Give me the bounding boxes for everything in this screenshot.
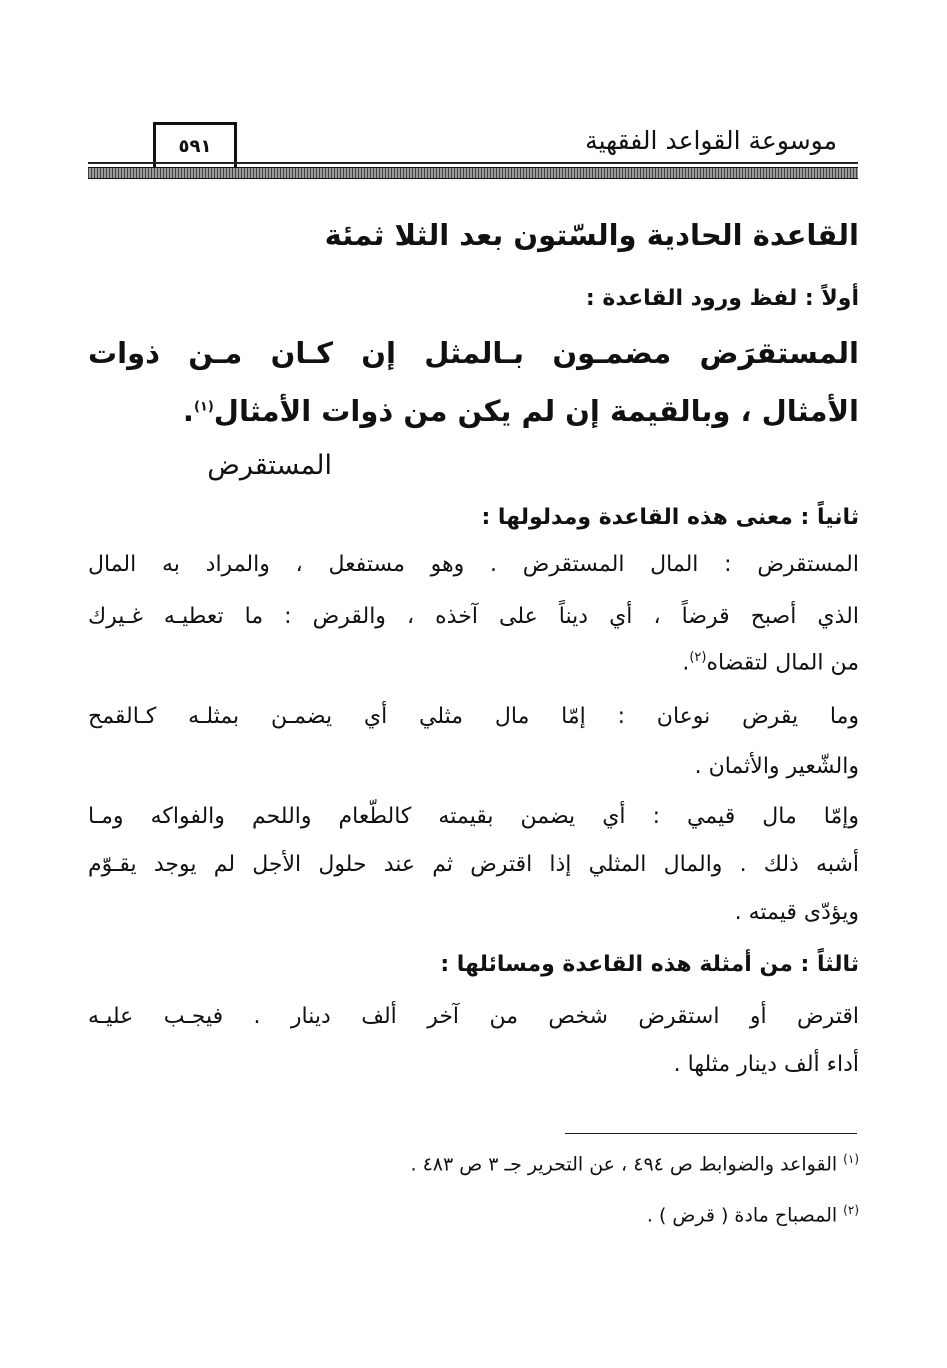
keyword-mustaqrad: المستقرض: [207, 450, 332, 481]
footnote-1-number: (١): [843, 1152, 859, 1166]
paragraph-1-line-2: الذي أصبح قرضاً ، أي ديناً على آخذه ، والقرض : ما تعطيـه غـيرك: [88, 604, 859, 629]
footnote-2: [647, 1203, 859, 1226]
footnote-2-text: المصباح مادة ( قرض ) .: [646, 1204, 838, 1227]
section-3-title: ثالثاً : من أمثلة هذه القاعدة ومسائلها :: [440, 952, 859, 977]
book-title: موسوعة القواعد الفقهية: [585, 126, 837, 155]
paragraph-4-line-1: اقترض أو استقرض شخص من آخر ألف دينار . فيجـب عليـه: [88, 1004, 859, 1029]
paragraph-4-line-2: أداء ألف دينار مثلها .: [673, 1052, 859, 1077]
paragraph-1-line-3: [682, 650, 859, 675]
footnote-ref-2[interactable]: (٢): [689, 650, 707, 665]
paragraph-3-line-2: أشبه ذلك . والمال المثلي إذا اقترض ثم عند حلول الأجل لم يوجد يقـوّم: [88, 852, 859, 877]
footnote-1: [410, 1152, 859, 1175]
paragraph-1-line-1: المستقرض : المال المستقرض . وهو مستفعل ، والمراد به المال: [88, 552, 859, 577]
paragraph-3-line-3: ويؤدّى قيمته .: [734, 900, 859, 925]
rule-text-line-2: [183, 394, 859, 428]
header-rule-thin: [88, 162, 858, 164]
rule-heading: القاعدة الحادية والسّتون بعد الثلا ثمئة: [324, 218, 859, 252]
paragraph-1-end: .: [682, 650, 690, 676]
paragraph-1-line-3-body: من المال لتقضاه: [706, 650, 859, 676]
rule-text-line-2-body: الأمثال ، وبالقيمة إن لم يكن من ذوات الأمثال: [213, 394, 859, 428]
header-rule-thick: [88, 167, 858, 179]
section-2-title: ثانياً : معنى هذه القاعدة ومدلولها :: [481, 505, 859, 530]
footnote-2-number: (٢): [843, 1203, 859, 1217]
section-1-title: أولاً : لفظ ورود القاعدة :: [585, 286, 859, 311]
page-number: ٥٩١: [178, 135, 212, 157]
header-rule: [88, 162, 858, 180]
rule-text-end: .: [182, 394, 194, 428]
paragraph-3-line-1: وإمّا مال قيمي : أي يضمن بقيمته كالطّعام واللحم والفواكه ومـا: [88, 804, 859, 829]
footnote-1-text: القواعد والضوابط ص ٤٩٤ ، عن التحرير جـ ٣ ص ٤٨٣ .: [410, 1153, 838, 1176]
paragraph-2-line-1: وما يقرض نوعان : إمّا مال مثلي أي يضمـن بمثلـه كـالقمح: [88, 704, 859, 729]
paragraph-2-line-2: والشّعير والأثمان .: [694, 754, 859, 779]
footnote-ref-1[interactable]: (١): [193, 399, 214, 415]
footnote-separator: [565, 1133, 857, 1134]
rule-text-line-1: المستقرَض مضمـون بـالمثل إن كـان مـن ذوات: [88, 336, 859, 370]
